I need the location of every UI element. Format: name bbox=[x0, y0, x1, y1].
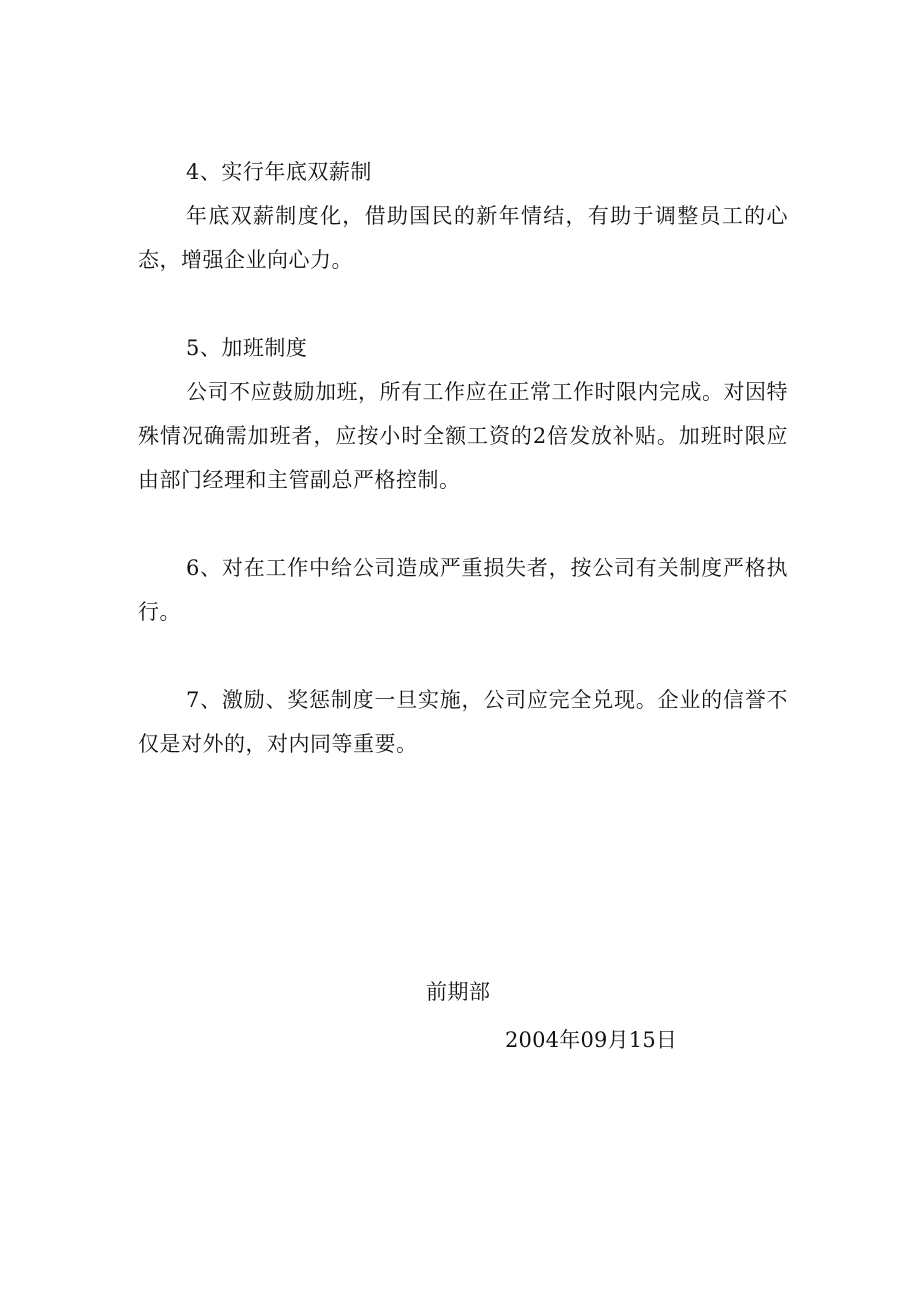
section-5-heading: 5、加班制度 bbox=[186, 336, 308, 360]
section-4-paragraph: 年底双薪制度化，借助国民的新年情结，有助于调整员工的心态，增强企业向心力。 bbox=[138, 204, 788, 272]
section-4-heading: 4、实行年底双薪制 bbox=[186, 160, 372, 184]
section-7-paragraph: 7、激励、奖惩制度一旦实施，公司应完全兑现。企业的信誉不仅是对外的，对内同等重要。 bbox=[138, 688, 788, 756]
section-spacer bbox=[138, 282, 788, 326]
section-spacer bbox=[138, 634, 788, 678]
signature-department: 前期部 bbox=[426, 980, 491, 1004]
signature-date: 2004年09月15日 bbox=[505, 1028, 678, 1052]
section-6-paragraph: 6、对在工作中给公司造成严重损失者，按公司有关制度严格执行。 bbox=[138, 556, 788, 624]
document-body bbox=[138, 150, 788, 766]
section-spacer bbox=[138, 502, 788, 546]
section-5-paragraph: 公司不应鼓励加班，所有工作应在正常工作时限内完成。对因特殊情况确需加班者，应按小时全额工资的2倍发放补贴。加班时限应由部门经理和主管副总严格控制。 bbox=[138, 380, 788, 492]
